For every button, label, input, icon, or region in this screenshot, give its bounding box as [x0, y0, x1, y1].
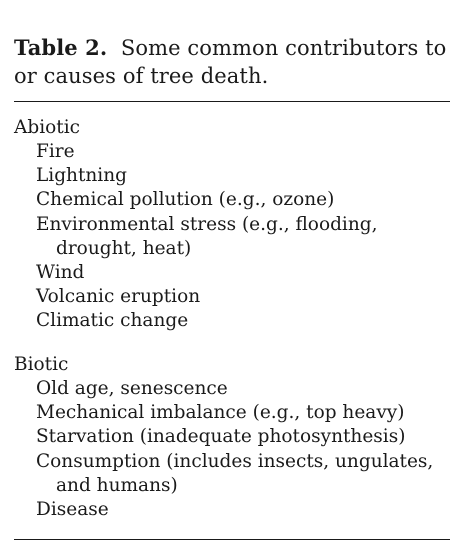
list-item-text: Lightning	[36, 165, 127, 187]
table-caption-text: Some common contributors to or causes of tree death.	[14, 36, 447, 88]
list-item	[36, 140, 377, 164]
list-item	[36, 450, 433, 498]
list-item-text: Volcanic eruption	[36, 286, 201, 308]
list-item-text: Mechanical imbalance (e.g., top heavy)	[36, 402, 405, 424]
list-item	[36, 261, 377, 285]
list-item	[36, 498, 433, 522]
top-rule	[14, 101, 450, 102]
list-item	[36, 401, 433, 425]
list-item-text: Old age, senescence	[36, 378, 228, 399]
abiotic-list	[36, 140, 377, 334]
list-item	[36, 188, 377, 212]
biotic-list	[36, 377, 433, 522]
list-item-text: Fire	[36, 141, 75, 162]
list-item-text: Chemical pollution (e.g., ozone)	[36, 189, 335, 211]
list-item	[36, 213, 377, 261]
list-item	[36, 285, 377, 309]
list-item-text: Wind	[36, 262, 85, 284]
list-item-text: Disease	[36, 499, 109, 521]
list-item-continuation: drought, heat)	[56, 237, 192, 259]
table-caption	[14, 34, 460, 90]
list-item	[36, 425, 433, 449]
list-item-text: Environmental stress (e.g., flooding,	[36, 213, 378, 235]
list-item	[36, 377, 433, 401]
group-heading-biotic: Biotic	[14, 354, 69, 375]
group-heading-abiotic: Abiotic	[14, 117, 80, 138]
list-item	[36, 164, 377, 188]
bottom-rule	[14, 539, 450, 540]
list-item-continuation: and humans)	[56, 474, 178, 496]
list-item-text: Climatic change	[36, 310, 189, 332]
list-item-text: Starvation (inadequate photosynthesis)	[36, 426, 406, 448]
list-item-text: Consumption (includes insects, ungulates,	[36, 450, 434, 472]
list-item	[36, 309, 377, 333]
table-label: Table 2.	[14, 35, 108, 60]
